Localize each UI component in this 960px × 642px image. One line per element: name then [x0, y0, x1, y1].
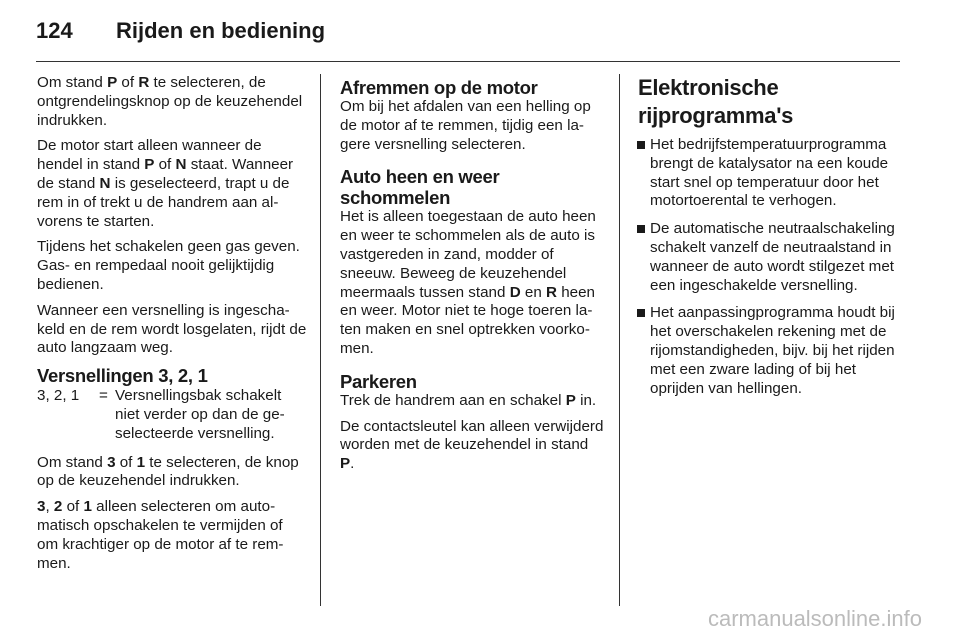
- column-divider-1: [320, 74, 321, 606]
- square-bullet-icon: [637, 309, 645, 317]
- paragraph-select-gear: Om stand 3 of 1 te selecteren, de knop op de keuzehendel indrukken.: [37, 453, 299, 490]
- paragraph-creep: Wanneer een versnelling is ingeschakeld en de rem wordt losgelaten, rijdt de auto langzaam weg.: [37, 301, 307, 357]
- paragraph-engine-braking: 3, 2 of 1 alleen selecteren om automatisch opschakelen te vermijden of om krachtiger op de motor af te remmen.: [37, 498, 284, 572]
- definition-term: 3, 2, 1: [37, 387, 80, 405]
- column-left: [37, 74, 307, 580]
- paragraph-start: De motor start alleen wanneer de hendel in stand P of N staat. Wanneer de stand N is geselecteerd, trapt u de rem in of trekt u de handrem aan alvorens te starten.: [37, 137, 294, 230]
- heading-rocking: Auto heen en weer schommelen: [340, 166, 500, 209]
- column-divider-2: [619, 74, 620, 606]
- list-item: Het bedrijfstemperatuurprogramma brengt de katalysator na een koude start snel op temperatuur door het motortoerental te verhogen.: [638, 136, 904, 211]
- heading-parking: Parkeren: [340, 370, 417, 392]
- heading-electronic-programs: Elektronische rijprogramma's: [638, 75, 794, 128]
- page-number: 124: [36, 18, 73, 43]
- square-bullet-icon: [637, 141, 645, 149]
- definition-description: Versnellingsbak schakelt niet verder op dan de geselecteerde versnelling.: [115, 387, 285, 442]
- header-rule: [36, 61, 900, 62]
- square-bullet-icon: [637, 225, 645, 233]
- paragraph-engine-brake: Om bij het afdalen van een helling op de motor af te remmen, tijdig een lagere versnelling selecteren.: [340, 98, 591, 153]
- definition-separator: =: [99, 387, 108, 405]
- paragraph-parking: Trek de handrem aan en schakel P in.: [340, 391, 597, 409]
- paragraph-unlock: Om stand P of R te selecteren, de ontgrendelingsknop op de keuzehendel indrukken.: [37, 74, 303, 129]
- paragraph-key-removal: De contactsleutel kan alleen verwijderd worden met de keuzehendel in stand P.: [340, 417, 604, 473]
- column-right: [638, 74, 904, 407]
- page-title: Rijden en bediening: [116, 18, 326, 43]
- heading-engine-brake: Afremmen op de motor: [340, 77, 538, 98]
- bullet-list: [638, 136, 904, 398]
- paragraph-no-gas: Tijdens het schakelen geen gas geven. Gas- en rempedaal nooit gelijktijdig bedienen.: [37, 238, 300, 293]
- definition-gears: [37, 387, 307, 443]
- list-item: De automatische neutraalschakeling schakelt vanzelf de neutraalstand in wanneer de auto wordt stilgezet met een ingeschakelde versnelling.: [638, 220, 904, 295]
- watermark: carmanualsonline.info: [707, 606, 922, 631]
- list-item: Het aanpassingprogramma houdt bij het overschakelen rekening met de rijomstandigheden, bijv. bij het rijden met een zware lading of bij het oprijden van hellingen.: [638, 304, 904, 398]
- column-middle: [340, 74, 606, 481]
- heading-gears: Versnellingen 3, 2, 1: [37, 365, 208, 387]
- paragraph-rocking: Het is alleen toegestaan de auto heen en weer te schommelen als de auto is vastgereden in zand, modder of sneeuw. Beweeg de keuzehendel meermaals tussen stand D en R heen en weer. Motor niet te hoge toeren laten maken en snel optrekken voorkomen.: [340, 208, 596, 357]
